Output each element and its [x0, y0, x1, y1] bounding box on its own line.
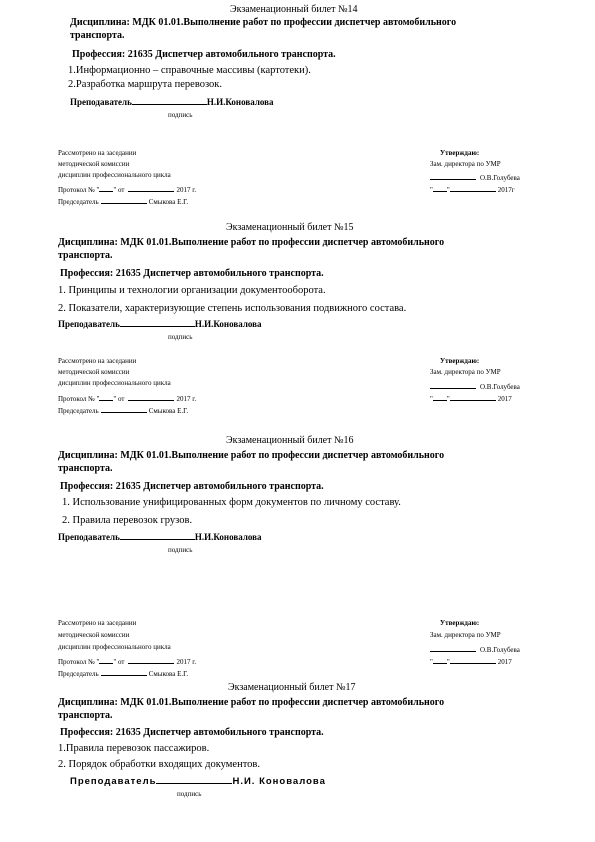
approval-1-right-date [430, 183, 515, 194]
signature-line [120, 531, 195, 540]
approval-2-right-name [430, 380, 520, 391]
ticket-17-question-1: 1.Правила перевозок пассажиров. [58, 743, 210, 754]
approval-1-right-name [430, 171, 520, 182]
teacher-label: Преподаватель [70, 97, 132, 107]
ticket-14-question-2: 2.Разработка маршрута перевозок. [68, 79, 223, 90]
ticket-17-profession: Профессия: 21635 Диспетчер автомобильного транспорта. [60, 727, 324, 738]
chair-name: Смыкова Е.Г. [148, 407, 189, 415]
approval-3-left-3: дисциплин профессионального цикла [58, 643, 171, 651]
approval-3-chair [58, 667, 188, 678]
ticket-14-teacher [70, 96, 274, 107]
date-day-line [433, 183, 447, 192]
chair-label: Председатель [58, 407, 99, 415]
ticket-14-discipline: Дисциплина: МДК 01.01.Выполнение работ по профессии диспетчер автомобильного [70, 17, 457, 28]
date-mid: " [446, 186, 450, 194]
approval-2-left-2: методической комиссии [58, 368, 130, 376]
approver-name: О.В.Голубева [480, 383, 520, 391]
ticket-14-title: Экзаменационный билет №14 [230, 4, 358, 15]
ticket-17-signature: подпись [177, 790, 202, 798]
approval-3-right-role: Зам. директора по УМР [430, 631, 501, 639]
ticket-16-question-1: 1. Использование унифицированных форм документов по личному составу. [62, 497, 401, 508]
approval-3-right-name [430, 643, 520, 654]
approval-3-protocol [58, 655, 196, 666]
ticket-15-signature: подпись [168, 333, 193, 341]
approval-sign-line [430, 171, 476, 180]
ticket-16-teacher [58, 531, 262, 542]
teacher-name: Н.И.Коновалова [194, 319, 262, 329]
signature-line [132, 96, 207, 105]
date-prefix: " [430, 395, 433, 403]
date-month-line [450, 183, 496, 192]
protocol-mid: " от [113, 658, 125, 666]
ticket-17-discipline: Дисциплина: МДК 01.01.Выполнение работ по профессии диспетчер автомобильного [58, 697, 445, 708]
chair-name: Смыкова Е.Г. [148, 198, 189, 206]
date-day-line [433, 655, 447, 664]
ticket-16-title: Экзаменационный билет №16 [226, 435, 354, 446]
date-month-line [450, 655, 496, 664]
protocol-prefix: Протокол № " [58, 186, 100, 194]
approval-2-left-1: Рассмотрено на заседании [58, 357, 137, 365]
approval-sign-line [430, 380, 476, 389]
ticket-17-title: Экзаменационный билет №17 [228, 682, 356, 693]
ticket-15-question-1: 1. Принципы и технологии организации документооборота. [58, 285, 326, 296]
approval-1-protocol [58, 183, 196, 194]
ticket-14-profession: Профессия: 21635 Диспетчер автомобильного транспорта. [72, 49, 336, 60]
date-day-line [433, 392, 447, 401]
approval-2-right-title: Утверждаю: [440, 357, 480, 365]
ticket-17-discipline-cont: транспорта. [58, 710, 113, 721]
ticket-14-discipline-cont: транспорта. [70, 30, 125, 41]
date-year: 2017г [497, 186, 515, 194]
approval-2-chair [58, 404, 188, 415]
protocol-date-line [128, 183, 174, 192]
approver-name: О.В.Голубева [480, 174, 520, 182]
protocol-number-line [99, 392, 113, 401]
chair-label: Председатель [58, 670, 99, 678]
protocol-date-line [128, 392, 174, 401]
ticket-15-title: Экзаменационный билет №15 [226, 222, 354, 233]
approver-name: О.В.Голубева [480, 646, 520, 654]
approval-2-right-date [430, 392, 512, 403]
chair-name: Смыкова Е.Г. [148, 670, 189, 678]
date-year: 2017 [497, 658, 512, 666]
chair-label: Председатель [58, 198, 99, 206]
chair-sign-line [101, 404, 147, 413]
approval-1-right-title: Утверждаю: [440, 149, 480, 157]
teacher-name: Н.И.Коновалова [206, 97, 274, 107]
protocol-mid: " от [113, 395, 125, 403]
chair-sign-line [101, 195, 147, 204]
date-mid: " [446, 658, 450, 666]
date-month-line [450, 392, 496, 401]
approval-2-protocol [58, 392, 196, 403]
protocol-number-line [99, 183, 113, 192]
protocol-prefix: Протокол № " [58, 658, 100, 666]
date-mid: " [446, 395, 450, 403]
teacher-label: Преподаватель [70, 776, 157, 787]
date-prefix: " [430, 658, 433, 666]
ticket-16-discipline-cont: транспорта. [58, 463, 113, 474]
approval-3-right-date [430, 655, 512, 666]
ticket-15-discipline-cont: транспорта. [58, 250, 113, 261]
protocol-number-line [99, 655, 113, 664]
ticket-17-teacher [70, 774, 326, 787]
protocol-year: 2017 г. [176, 658, 197, 666]
protocol-mid: " от [113, 186, 125, 194]
teacher-name: Н.И.Коновалова [194, 532, 262, 542]
approval-1-left-3: дисциплин профессионального цикла [58, 171, 171, 179]
ticket-16-question-2: 2. Правила перевозок грузов. [62, 515, 193, 526]
ticket-14-question-1: 1.Информационно – справочные массивы (картотеки). [68, 65, 311, 76]
ticket-16-discipline: Дисциплина: МДК 01.01.Выполнение работ по профессии диспетчер автомобильного [58, 450, 445, 461]
teacher-name: Н.И. Коновалова [232, 776, 326, 787]
ticket-16-profession: Профессия: 21635 Диспетчер автомобильного транспорта. [60, 481, 324, 492]
approval-1-right-role: Зам. директора по УМР [430, 160, 501, 168]
approval-3-left-2: методической комиссии [58, 631, 130, 639]
ticket-14-signature: подпись [168, 111, 193, 119]
ticket-15-profession: Профессия: 21635 Диспетчер автомобильного транспорта. [60, 268, 324, 279]
ticket-15-question-2: 2. Показатели, характеризующие степень использования подвижного состава. [58, 303, 407, 314]
protocol-year: 2017 г. [176, 395, 197, 403]
approval-2-left-3: дисциплин профессионального цикла [58, 379, 171, 387]
approval-sign-line [430, 643, 476, 652]
ticket-15-discipline: Дисциплина: МДК 01.01.Выполнение работ по профессии диспетчер автомобильного [58, 237, 445, 248]
teacher-label: Преподаватель [58, 319, 120, 329]
protocol-date-line [128, 655, 174, 664]
protocol-year: 2017 г. [176, 186, 197, 194]
ticket-16-signature: подпись [168, 546, 193, 554]
ticket-15-teacher [58, 318, 262, 329]
approval-1-left-2: методической комиссии [58, 160, 130, 168]
signature-line [156, 774, 232, 784]
date-prefix: " [430, 186, 433, 194]
teacher-label: Преподаватель [58, 532, 120, 542]
chair-sign-line [101, 667, 147, 676]
approval-1-chair [58, 195, 188, 206]
ticket-17-question-2: 2. Порядок обработки входящих документов. [58, 759, 260, 770]
signature-line [120, 318, 195, 327]
approval-2-right-role: Зам. директора по УМР [430, 368, 501, 376]
approval-3-left-1: Рассмотрено на заседании [58, 619, 137, 627]
date-year: 2017 [497, 395, 512, 403]
protocol-prefix: Протокол № " [58, 395, 100, 403]
approval-3-right-title: Утверждаю: [440, 619, 480, 627]
approval-1-left-1: Рассмотрено на заседании [58, 149, 137, 157]
